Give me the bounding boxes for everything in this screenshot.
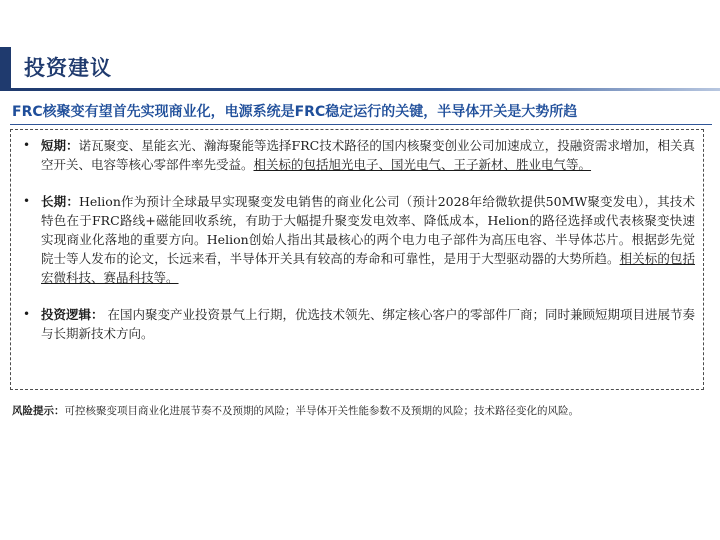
bullet-short-term [19,136,695,174]
risk-lead: 风险提示： [12,405,65,417]
title-accent-bar [0,47,11,91]
recommendation-box [10,129,704,390]
bullet-lead: 短期： [41,138,79,153]
risk-warning [12,403,706,420]
bullet-underlined-targets: 相关标的包括旭光电子、国光电气、王子新材、胜业电气等。 [253,157,592,172]
bullet-dot-icon: • [23,194,31,208]
bullet-underlined-targets: 相关标的包括宏微科技、赛晶科技等。 [41,251,695,285]
bullet-text: 诺瓦聚变、星能玄光、瀚海聚能等选择FRC技术路径的国内核聚变创业公司加速成立，投融资需求增加，相关真空开关、电容等核心零部件率先受益。 [41,138,695,172]
bullet-dot-icon: • [23,138,31,152]
bullet-lead: 长期： [41,194,79,209]
bullet-lead: 投资逻辑： [41,307,104,322]
page-subtitle: FRC核聚变有望首先实现商业化，电源系统是FRC稳定运行的关键，半导体开关是大势所趋 [12,104,578,120]
title-divider [11,88,720,91]
subtitle-divider [10,124,712,125]
bullet-dot-icon: • [23,307,31,321]
bullet-text: Helion作为预计全球最早实现聚变发电销售的商业化公司（预计2028年给微软提供50MW聚变发电），其技术特色在于FRC路线+磁能回收系统，有助于大幅提升聚变发电效率、降低成本，Helion的路径选择或代表核聚变快速实现商业化落地的重要方向。Helion创始人指出其最核心的两个电力电子部件为高压电容、半导体芯片。根据彭先觉院士等人发布的论文，长远来看，半导体开关具有较高的寿命和可靠性，是用于大型驱动器的大势所趋。 [41,194,695,266]
page-title: 投资建议 [24,56,112,80]
risk-text: 可控核聚变项目商业化进展节奏不及预期的风险；半导体开关性能参数不及预期的风险；技术路径变化的风险。 [64,405,579,417]
bullet-text: 在国内聚变产业投资景气上行期，优选技术领先、绑定核心客户的零部件厂商；同时兼顾短期项目进展节奏与长期新技术方向。 [41,307,695,341]
bullet-long-term [19,192,695,287]
bullet-investment-logic [19,305,695,343]
